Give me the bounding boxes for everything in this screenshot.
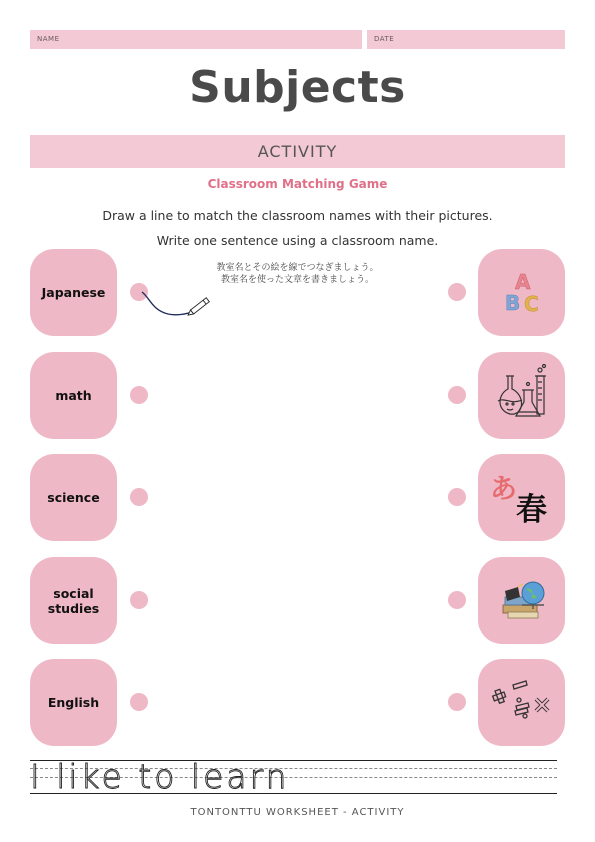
name-field[interactable]: NAME (30, 30, 362, 49)
word-card-japanese (30, 249, 117, 336)
date-field[interactable]: DATE (367, 30, 565, 49)
svg-text:C: C (524, 292, 539, 316)
word-label: social studies (47, 585, 100, 616)
right-dot-3[interactable] (448, 488, 466, 506)
left-dot-2[interactable] (130, 386, 148, 404)
tracing-area[interactable] (30, 757, 557, 796)
word-label: science (47, 490, 100, 505)
picture-card-social-studies (478, 557, 565, 644)
books-globe-icon (478, 557, 565, 644)
picture-card-abc (478, 249, 565, 336)
instruction-jp-1: 教室名とその絵を線でつなぎましょう。 (216, 263, 379, 273)
right-dot-2[interactable] (448, 386, 466, 404)
word-label: English (47, 695, 100, 710)
hiragana-kanji-icon (478, 454, 565, 541)
word-card-science (30, 454, 117, 541)
lab-flasks-icon (478, 352, 565, 439)
left-dot-5[interactable] (130, 693, 148, 711)
word-label: Japanese (41, 285, 106, 300)
picture-card-math (478, 659, 565, 746)
instruction-jp-2: 教室名を使った文章を書きましょう。 (220, 275, 374, 285)
svg-text:A: A (515, 270, 531, 294)
right-dot-4[interactable] (448, 591, 466, 609)
page-title: Subjects (189, 62, 406, 113)
word-card-social-studies (30, 557, 117, 644)
example-line-pen-icon (138, 290, 218, 324)
math-symbols-icon (478, 659, 565, 746)
right-dot-5[interactable] (448, 693, 466, 711)
hiragana-glyph: あ (490, 474, 517, 505)
left-dot-4[interactable] (130, 591, 148, 609)
left-dot-3[interactable] (130, 488, 148, 506)
word-card-math (30, 352, 117, 439)
word-label: math (55, 388, 92, 403)
tracing-text: I like to learn (30, 757, 290, 796)
footer: TONTONTTU WORKSHEET - ACTIVITY (190, 807, 405, 818)
instruction-line-1: Draw a line to match the classroom names with their pictures. (102, 208, 493, 223)
svg-text:B: B (505, 291, 521, 315)
picture-card-japanese (478, 454, 565, 541)
picture-card-lab (478, 352, 565, 439)
kanji-glyph: 春 (516, 492, 547, 528)
activity-banner: ACTIVITY (30, 135, 565, 168)
abc-blocks-icon (478, 249, 565, 336)
instruction-line-2: Write one sentence using a classroom name. (156, 233, 439, 248)
right-dot-1[interactable] (448, 283, 466, 301)
activity-subtitle: Classroom Matching Game (207, 177, 388, 191)
word-card-english (30, 659, 117, 746)
